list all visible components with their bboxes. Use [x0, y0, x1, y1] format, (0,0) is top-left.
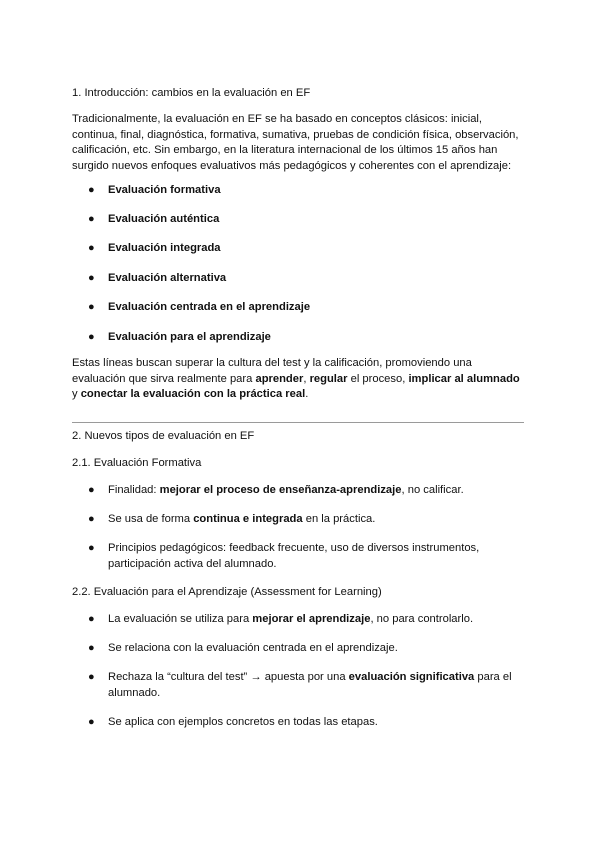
approach-label: Evaluación alternativa [108, 272, 227, 284]
bullet-text: Se relaciona con la evaluación centrada en el aprendizaje. [108, 642, 398, 654]
list-item [90, 212, 520, 228]
bullet-icon: ● [88, 542, 95, 554]
subsection-2-2-heading: 2.2. Evaluación para el Aprendizaje (Assessment for Learning) [72, 586, 382, 598]
approach-label: Evaluación para el aprendizaje [108, 331, 271, 343]
list-item [90, 330, 520, 346]
bullet-text [108, 512, 520, 528]
bullet-bold: mejorar el proceso de enseñanza-aprendizaje [159, 484, 402, 496]
bullet-text [108, 612, 520, 628]
list-item [90, 641, 520, 657]
approach-label: Evaluación centrada en el aprendizaje [108, 301, 311, 313]
section-1-intro: Tradicionalmente, la evaluación en EF se ha basado en conceptos clásicos: inicial, continua, final, diagnóstica, formativa, sumativa, pruebas de condición física, observación, calificación, etc. Sin embargo, en la literatura internacional de los últimos 15 años han surgido nuevos enfoques evaluativos más pedagógicos y coherentes con el aprendizaje: [72, 113, 519, 172]
bullet-icon: ● [88, 301, 95, 313]
approach-label: Evaluación integrada [108, 242, 221, 254]
closing-bold: conectar la evaluación con la práctica real [80, 388, 306, 400]
list-item [90, 241, 520, 257]
approach-label: Evaluación formativa [108, 184, 221, 196]
closing-text: , [303, 372, 310, 385]
list-item [90, 715, 520, 731]
closing-bold: implicar al alumnado [408, 372, 520, 385]
list-item [90, 541, 520, 572]
list-item [90, 300, 520, 316]
closing-text: Estas líneas buscan superar la cultura del test y la calificación, promoviendo una evaluación que sirva realmente para [72, 357, 472, 385]
bullet-icon: ● [88, 642, 95, 654]
bullet-icon: ● [88, 671, 95, 683]
section-1-closing [72, 356, 528, 403]
bullet-icon: ● [88, 513, 95, 525]
bullet-icon: ● [88, 716, 95, 728]
section-divider [72, 422, 524, 423]
list-item [90, 670, 520, 701]
bullet-text-part: La evaluación se utiliza para [108, 613, 253, 625]
bullet-text: Principios pedagógicos: feedback frecuente, uso de diversos instrumentos, participación activa del alumnado. [108, 542, 480, 570]
bullet-text-part: , no calificar. [401, 484, 464, 496]
bullet-text-part: para el alumnado. [108, 671, 512, 699]
bullet-bold: evaluación significativa [348, 671, 475, 683]
bullet-text-part: , no para controlarlo. [370, 613, 474, 625]
closing-bold: regular [309, 372, 348, 385]
bullet-text-part: Se usa de forma [108, 513, 194, 525]
list-item [90, 483, 520, 499]
bullet-icon: ● [88, 613, 95, 625]
bullet-icon: ● [88, 242, 95, 254]
closing-text: el proceso, [347, 372, 409, 385]
list-item [90, 612, 520, 628]
bullet-bold: mejorar el aprendizaje [252, 613, 371, 625]
list-item [90, 512, 520, 528]
bullet-text: Se aplica con ejemplos concretos en todas las etapas. [108, 716, 378, 728]
bullet-icon: ● [88, 184, 95, 196]
list-item [90, 271, 520, 287]
list-item [90, 183, 520, 199]
bullet-icon: ● [88, 213, 95, 225]
bullet-text-part: Rechaza la “cultura del test” → apuesta por una [108, 671, 349, 683]
bullet-icon: ● [88, 331, 95, 343]
subsection-2-1-heading: 2.1. Evaluación Formativa [72, 457, 202, 469]
closing-text: y [72, 388, 81, 400]
section-2-heading: 2. Nuevos tipos de evaluación en EF [72, 430, 255, 442]
section-1-heading: 1. Introducción: cambios en la evaluación en EF [72, 87, 311, 99]
bullet-text [108, 670, 520, 701]
closing-text: . [305, 388, 309, 400]
bullet-text-part: Finalidad: [108, 484, 160, 496]
bullet-text [108, 483, 520, 499]
bullet-bold: continua e integrada [193, 513, 303, 525]
bullet-text-part: en la práctica. [302, 513, 376, 525]
bullet-icon: ● [88, 484, 95, 496]
bullet-icon: ● [88, 272, 95, 284]
approach-label: Evaluación auténtica [108, 213, 220, 225]
closing-bold: aprender [255, 372, 304, 385]
